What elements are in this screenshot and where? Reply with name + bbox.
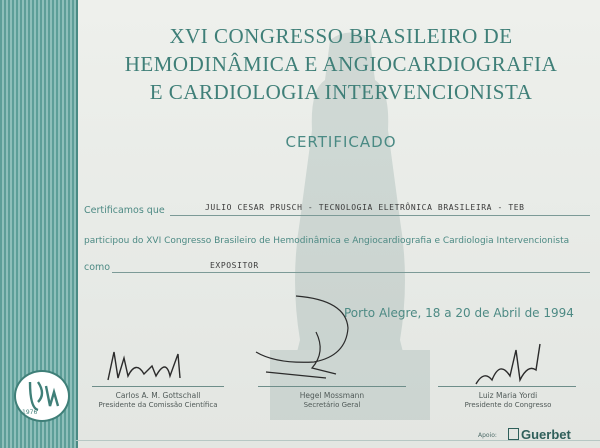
- society-logo: [14, 370, 70, 422]
- signature-line-3: [438, 386, 576, 387]
- signature-line-2: [258, 386, 406, 387]
- signature-gottschall: [100, 340, 210, 388]
- certificate-heading: CERTIFICADO: [285, 133, 397, 151]
- participation-text: participou do XVI Congresso Brasileiro de Hemodinâmica e Angiocardiografia e Cardiologia Intervencionista: [84, 236, 570, 246]
- recipient-line: [170, 215, 590, 216]
- logo-year: 1976: [22, 409, 38, 416]
- title-line-1: XVI CONGRESSO BRASILEIRO DE: [169, 24, 513, 48]
- signatory-name-3: Luiz Maria Yordi: [478, 391, 538, 400]
- signatory-name-2: Hegel Mossmann: [299, 391, 365, 400]
- certify-label: Certificamos que: [84, 205, 165, 216]
- title-line-2: HEMODINÂMICA E ANGIOCARDIOGRAFIA: [124, 52, 558, 76]
- signature-line-1: [92, 386, 224, 387]
- signatory-role-3: Presidente do Congresso: [464, 401, 552, 409]
- as-label: como: [84, 262, 111, 273]
- role-value: EXPOSITOR: [210, 261, 259, 270]
- congress-title: [86, 22, 596, 106]
- place-date: Porto Alegre, 18 a 20 de Abril de 1994: [344, 306, 574, 320]
- signature-mossmann: [236, 292, 376, 384]
- recipient-name: JULIO CESAR PRUSCH - TECNOLOGIA ELETRÔNICA BRASILEIRA - TEB: [205, 203, 525, 212]
- signatory-name-1: Carlos A. M. Gottschall: [115, 391, 201, 400]
- sponsor-mark-icon: [508, 428, 519, 440]
- heart-logo-icon: [16, 372, 68, 420]
- title-line-3: E CARDIOLOGIA INTERVENCIONISTA: [149, 80, 533, 104]
- signatory-role-1: Presidente da Comissão Científica: [98, 401, 218, 409]
- sponsor-label: Apoio:: [478, 432, 497, 439]
- sponsor-logo: [508, 427, 571, 442]
- role-line: [112, 272, 590, 273]
- signature-yordi: [470, 340, 550, 390]
- sponsor-name: Guerbet: [521, 427, 571, 442]
- signatory-role-2: Secretário Geral: [303, 401, 361, 409]
